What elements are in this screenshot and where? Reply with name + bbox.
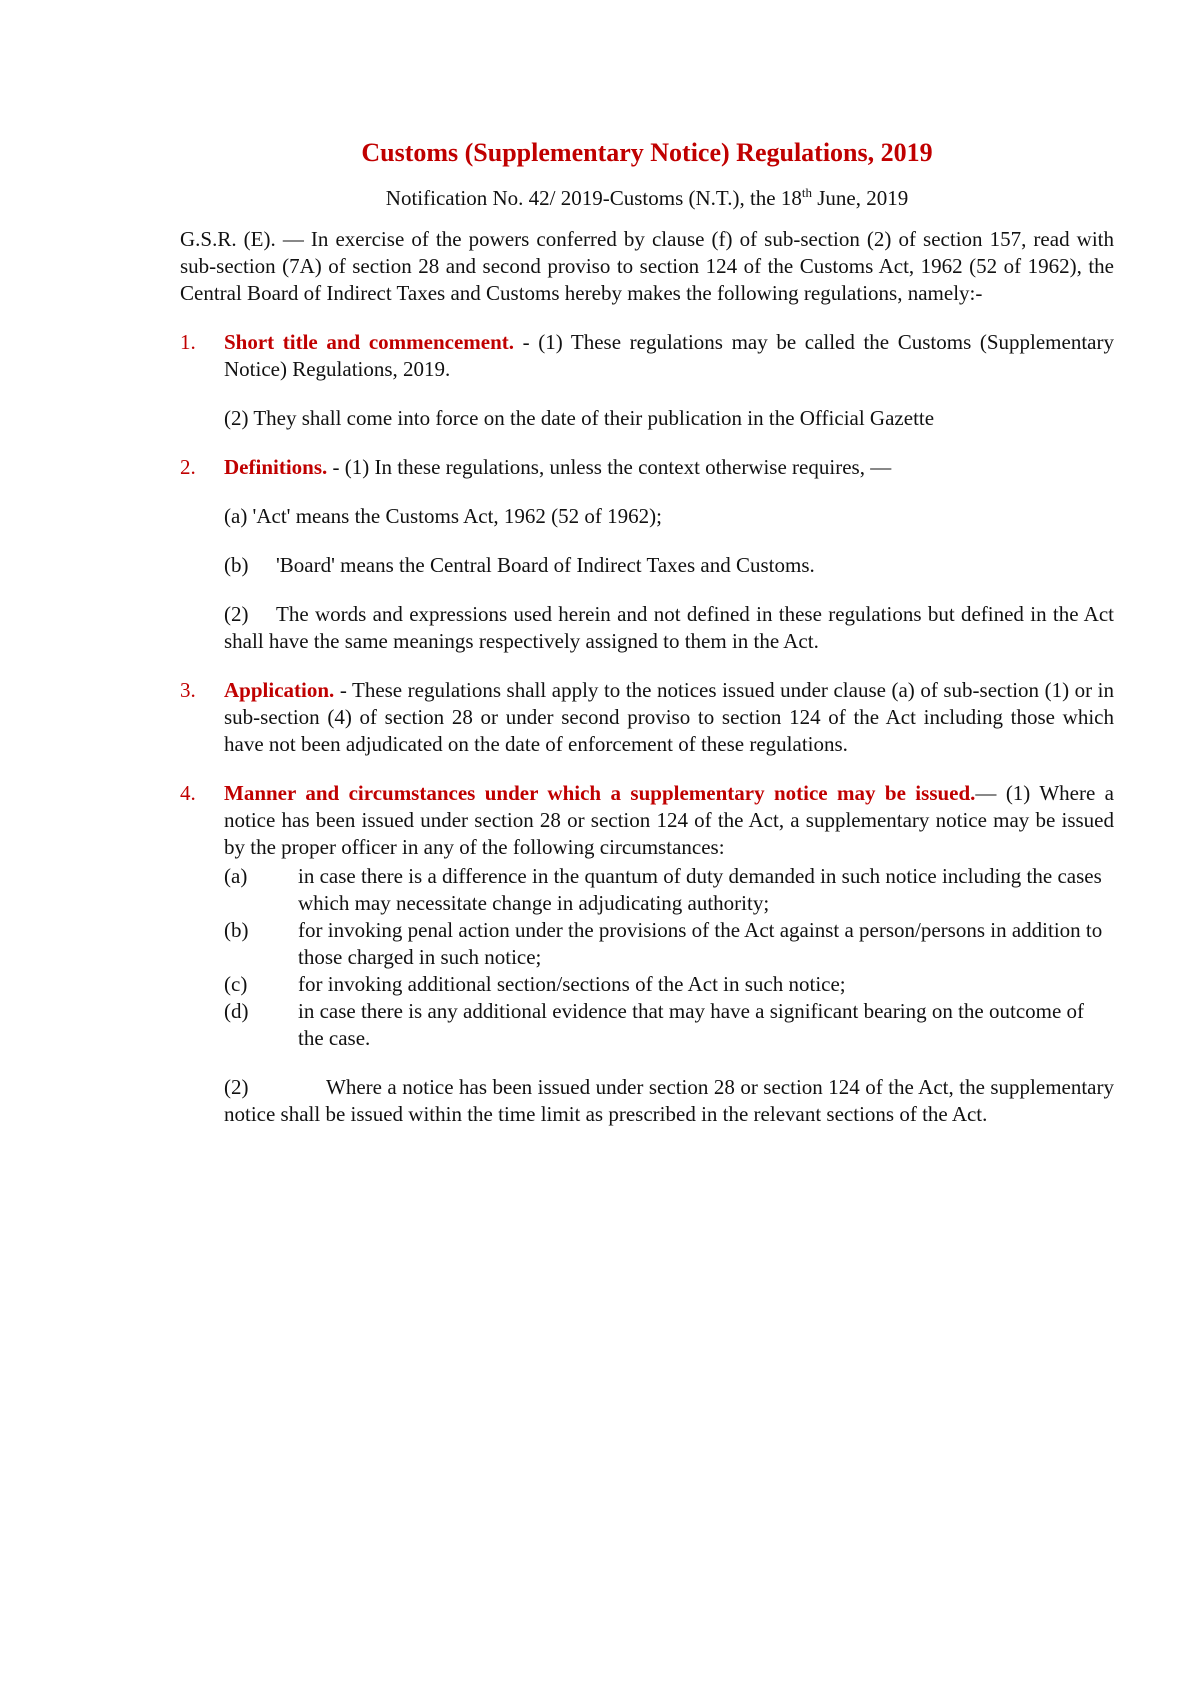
section-4 bbox=[180, 780, 1114, 861]
document-title: Customs (Supplementary Notice) Regulations, 2019 bbox=[361, 138, 933, 167]
list-item-label: (a) bbox=[224, 864, 248, 888]
section-number: 3. bbox=[180, 678, 196, 702]
para-label: (2) bbox=[224, 1075, 249, 1099]
document-content bbox=[180, 136, 1114, 1128]
section-4-items bbox=[224, 863, 1114, 1128]
section-text: - These regulations shall apply to the notices issued under clause (a) of sub-section (1) or in sub-section (4) of section 28 or under second proviso to section 124 of the Act including those which have not been adjudicated on the date of enforcement of these regulations. bbox=[224, 678, 1114, 756]
list-item-label: (c) bbox=[224, 972, 248, 996]
section-heading: Short title and commencement. bbox=[224, 330, 514, 354]
definition-b-label: (b) bbox=[224, 553, 249, 577]
list-item bbox=[224, 998, 1114, 1052]
section-heading: Definitions. bbox=[224, 455, 328, 479]
section-text: - (1) In these regulations, unless the context otherwise requires, — bbox=[327, 455, 892, 479]
list-item-text: for invoking additional section/sections of the Act in such notice; bbox=[298, 972, 846, 996]
section-4-para-1 bbox=[224, 780, 1114, 861]
para-label: (2) bbox=[224, 602, 249, 626]
section-text: — (1) Where a notice has been issued under section 28 or section 124 of the Act, a supplementary notice may be issued by the proper officer in any of the following circumstances: bbox=[224, 781, 1114, 859]
section-2 bbox=[180, 454, 1114, 655]
definition-b bbox=[224, 552, 1114, 579]
notification-suffix: June, 2019 bbox=[811, 186, 909, 210]
para-text: Where a notice has been issued under section 28 or section 124 of the Act, the supplementary notice shall be issued within the time limit as prescribed in the relevant sections of the Act. bbox=[224, 1075, 1114, 1126]
list-item bbox=[224, 917, 1114, 971]
list-item-label: (d) bbox=[224, 999, 249, 1023]
definition-a: (a) 'Act' means the Customs Act, 1962 (52 of 1962); bbox=[224, 504, 662, 528]
section-2-para-1 bbox=[224, 454, 1114, 481]
list-item-text: in case there is a difference in the quantum of duty demanded in such notice including the cases which may necessitate change in adjudicating authority; bbox=[298, 864, 1102, 915]
section-1-para-1 bbox=[224, 329, 1114, 383]
section-3-para-1 bbox=[224, 677, 1114, 758]
notification-prefix: Notification No. 42/ 2019-Customs (N.T.), the 18 bbox=[385, 186, 802, 210]
section-4-para-2 bbox=[224, 1074, 1114, 1128]
list-item-text: in case there is any additional evidence that may have a significant bearing on the outcome of the case. bbox=[298, 999, 1085, 1050]
definition-b-text: 'Board' means the Central Board of Indirect Taxes and Customs. bbox=[276, 553, 815, 577]
list-item-label: (b) bbox=[224, 918, 249, 942]
section-number: 1. bbox=[180, 330, 196, 354]
section-number: 2. bbox=[180, 455, 196, 479]
section-1 bbox=[180, 329, 1114, 432]
section-1-para-2: (2) They shall come into force on the date of their publication in the Official Gazette bbox=[224, 406, 935, 430]
section-text: - (1) These regulations may be called the Customs (Supplementary Notice) Regulations, 2019. bbox=[224, 330, 1114, 381]
section-number: 4. bbox=[180, 781, 196, 805]
section-3 bbox=[180, 677, 1114, 758]
list-item-text: for invoking penal action under the provisions of the Act against a person/persons in addition to those charged in such notice; bbox=[298, 918, 1103, 969]
notification-line bbox=[180, 185, 1114, 212]
list-item bbox=[224, 971, 1114, 998]
notification-sup: th bbox=[801, 185, 812, 200]
section-2-para-2 bbox=[224, 601, 1114, 655]
para-text: The words and expressions used herein and not defined in these regulations but defined in the Act shall have the same meanings respectively assigned to them in the Act. bbox=[224, 602, 1114, 653]
section-heading: Manner and circumstances under which a supplementary notice may be issued. bbox=[224, 781, 976, 805]
section-heading: Application. bbox=[224, 678, 335, 702]
list-item bbox=[224, 863, 1114, 917]
preamble: G.S.R. (E). — In exercise of the powers conferred by clause (f) of sub-section (2) of section 157, read with sub-section (7A) of section 28 and second proviso to section 124 of the Customs Act, 1962 (52 of 1962), the Central Board of Indirect Taxes and Customs hereby makes the following regulations, namely:- bbox=[180, 227, 1114, 305]
